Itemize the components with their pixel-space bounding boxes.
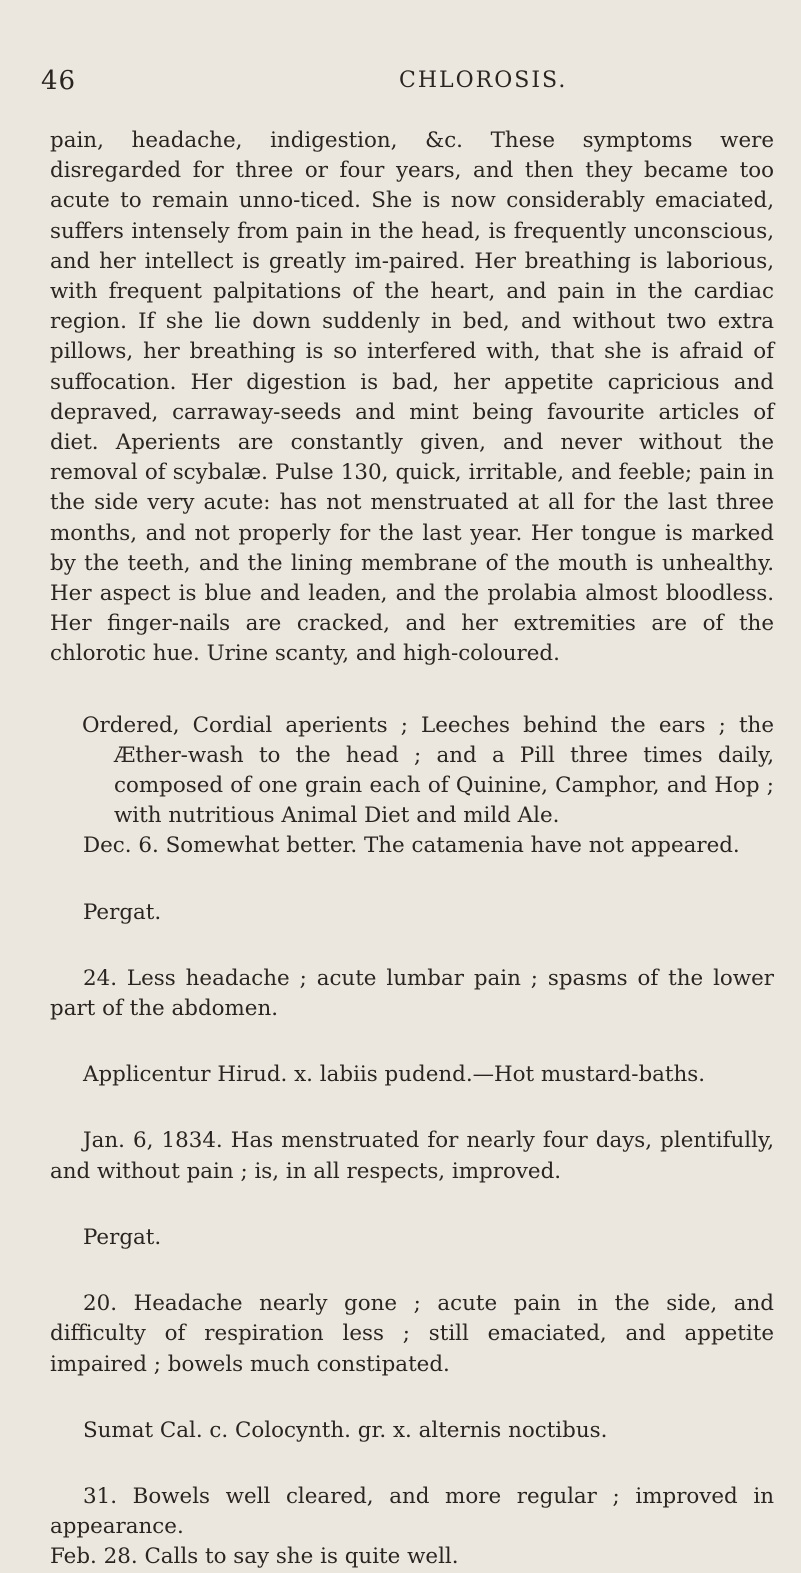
prescription-pergat: Pergat.: [83, 899, 162, 925]
prescription-pergat-2: Pergat.: [83, 1224, 162, 1250]
entry-feb-28: Feb. 28. Calls to say she is quite well.: [50, 1544, 459, 1570]
entry-24: 24. Less headache ; acute lumbar pain ; spasms of the lower part of the abdomen.: [50, 965, 774, 1022]
entry-31: 31. Bowels well cleared, and more regular ; improved in appearance.: [50, 1483, 774, 1540]
page-number: 46: [41, 66, 77, 96]
treatment-ordered: Ordered, Cordial aperients ; Leeches behind the ears ; the Æther-wash to the head ; and a Pill three times daily, composed of one grain each of Quinine, Camphor, and Hop ; with nutritious Animal Diet and mild Ale.: [82, 712, 774, 829]
case-history-paragraph: pain, headache, indigestion, &c. These symptoms were disregarded for three or four years, and then they became too acute to remain unno-ticed. She is now considerably emaciated, suffers intensely from pain in the head, is frequently unconscious, and her intellect is greatly im-paired. Her breathing is laborious, with frequent palpitations of the heart, and pain in the cardiac region. If she lie down suddenly in bed, and without two extra pillows, her breathing is so interfered with, that she is afraid of suffocation. Her digestion is bad, her appetite capricious and depraved, carraway-seeds and mint being favourite articles of diet. Aperients are constantly given, and never without the removal of scybalæ. Pulse 130, quick, irritable, and feeble; pain in the side very acute: has not menstruated at all for the last three months, and not properly for the last year. Her tongue is marked by the teeth, and the lining membrane of the mouth is unhealthy. Her aspect is blue and leaden, and the prolabia almost bloodless. Her finger-nails are cracked, and her extremities are of the chlorotic hue. Urine scanty, and high-coloured.: [50, 128, 774, 667]
prescription-sumat: Sumat Cal. c. Colocynth. gr. x. alternis noctibus.: [83, 1417, 608, 1443]
page-header: [41, 66, 781, 100]
entry-dec-6: Dec. 6. Somewhat better. The catamenia have not appeared.: [83, 833, 740, 859]
running-head: CHLOROSIS.: [399, 68, 568, 93]
entry-20: 20. Headache nearly gone ; acute pain in the side, and difficulty of respiration less ; still emaciated, and appetite impaired ; bowels much constipated.: [50, 1291, 774, 1377]
body-text: [50, 126, 774, 1573]
prescription-hirud: Applicentur Hirud. x. labiis pudend.—Hot mustard-baths.: [83, 1062, 706, 1088]
entry-jan-6: Jan. 6, 1834. Has menstruated for nearly four days, plentifully, and without pain ; is, in all respects, improved.: [50, 1128, 774, 1184]
